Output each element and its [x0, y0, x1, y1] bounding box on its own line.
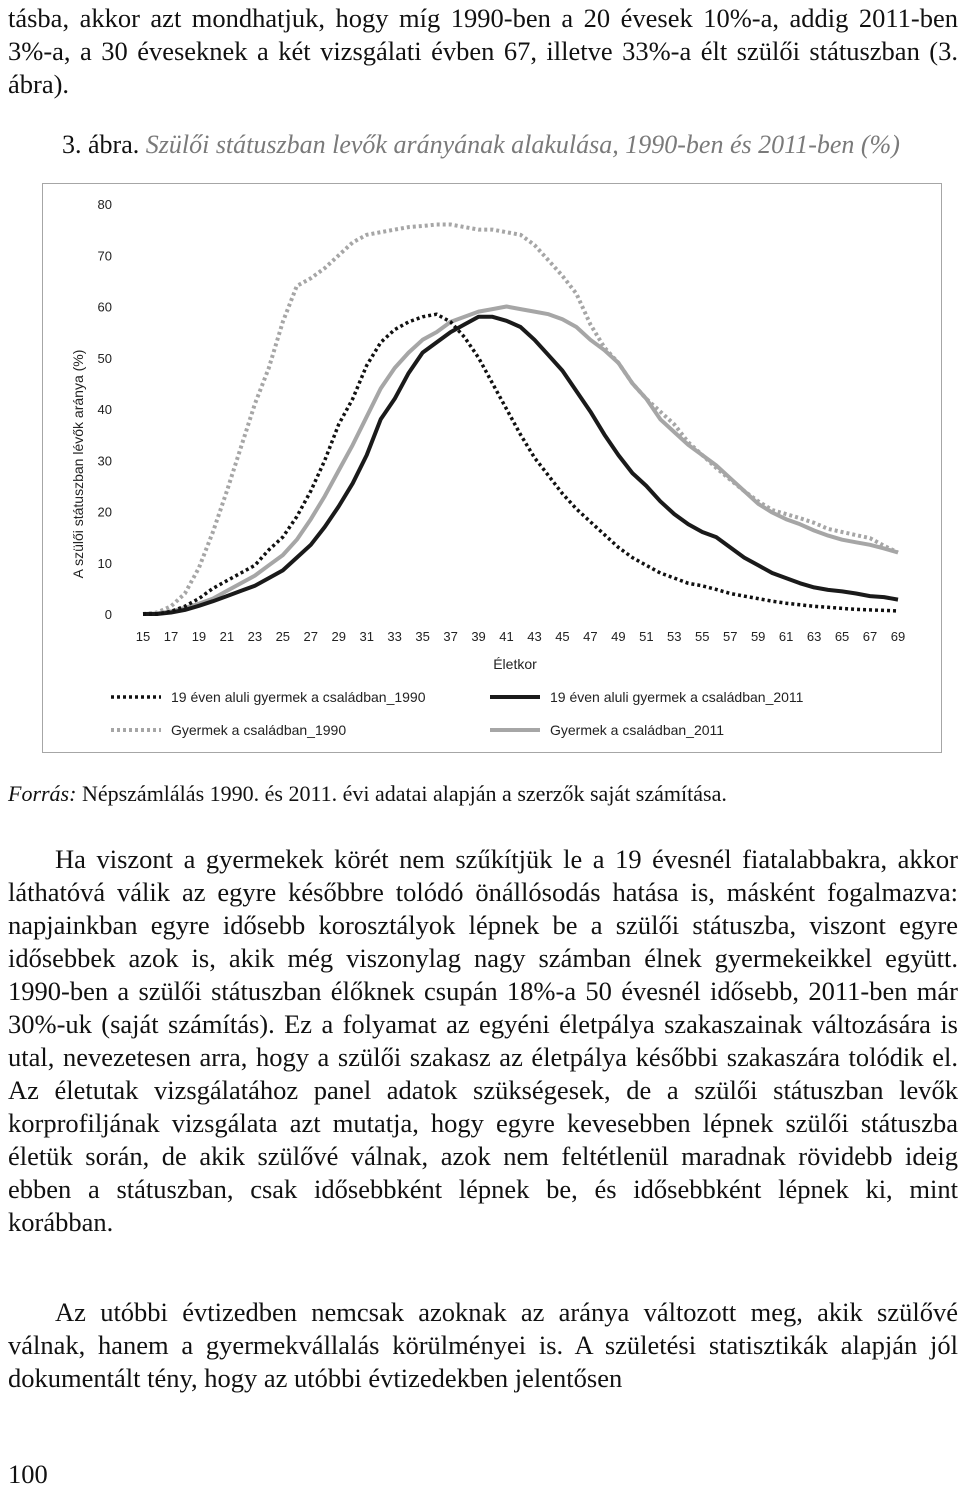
y-tick-label: 20	[97, 504, 112, 520]
x-tick-label: 33	[387, 629, 402, 644]
page-number: 100	[8, 1459, 48, 1489]
x-tick-label: 45	[555, 629, 570, 644]
x-tick-label: 59	[750, 629, 766, 644]
source-label: Forrás:	[8, 781, 77, 806]
intro-paragraph: tásba, akkor azt mondhatjuk, hogy míg 1990-ben a 20 évesek 10%-a, addig 2011-ben 3%-a, a 30 éveseknek a két vizsgálati évben 67, illetve 33%-a élt szülői státuszban (3. ábra).	[8, 3, 958, 99]
x-tick-label: 69	[890, 629, 906, 644]
y-tick-label: 50	[97, 350, 112, 366]
x-tick-label: 25	[275, 629, 291, 644]
x-tick-label: 23	[247, 629, 263, 644]
chart-legend	[111, 689, 804, 738]
y-tick-label: 80	[97, 197, 112, 212]
y-tick-label: 30	[97, 453, 112, 469]
legend-label: Gyermek a családban_1990	[171, 722, 347, 738]
body-paragraph-2: Az utóbbi évtizedben nemcsak azoknak az aránya változott meg, akik szülővé válnak, hanem a gyermekvállalás körülményei is. A születési statisztikák alapján jól dokumentált tény, hogy az utóbbi évtizedekben jelentősen	[8, 1297, 958, 1393]
x-tick-label: 57	[722, 629, 738, 644]
figure-label: 3. ábra.	[62, 130, 140, 159]
body-paragraph-1: Ha viszont a gyermekek körét nem szűkítjük le a 19 évesnél fiatalabbakra, akkor láthatóvá válik az egyre későbbre tolódó önállósodás hatása is, másként fogalmazva: napjainkban egyre idősebb korosztályok lépnek be a szülői státuszba, viszont egyre idősebbek azok is, akik még viszonylag nagy számban élnek gyermekeikkel együtt. 1990-ben a szülői státuszban élőknek csupán 18%-a 50 évesnél idősebb, 2011-ben már 30%-uk (saját számítás). Ez a folyamat az egyéni életpálya szakaszainak változására is utal, nevezetesen arra, hogy a szülői szakasz az életpálya későbbi szakaszára tolódik el. Az életutak vizsgálatához panel adatok szükségesek, de a szülői státuszban levők korprofiljának vizsgálata azt mutatja, hogy egyre kevesebben lépnek szülői státuszba életük során, de akik szülővé válnak, azok nem feltétlenül maradnak rövidebb ideig ebben a státuszban, csak idősebbként lépnek be, és idősebbként lépnek ki, mint korábban.	[8, 844, 958, 1237]
x-tick-label: 31	[359, 629, 374, 644]
x-tick-label: 51	[639, 629, 654, 644]
y-tick-label: 70	[97, 248, 112, 264]
x-tick-label: 61	[778, 629, 794, 644]
x-tick-label: 17	[163, 629, 179, 644]
line-chart	[43, 184, 941, 752]
x-tick-label: 55	[695, 629, 710, 644]
source-note	[8, 781, 727, 807]
x-tick-label: 47	[583, 629, 598, 644]
x-tick-label: 21	[219, 629, 235, 644]
chart-frame	[42, 183, 942, 753]
legend-label: Gyermek a családban_2011	[550, 722, 725, 738]
x-tick-label: 63	[806, 629, 822, 644]
x-tick-label: 67	[862, 629, 878, 644]
y-tick-label: 0	[104, 607, 112, 622]
x-tick-label: 35	[415, 629, 430, 644]
legend-label: 19 éven aluli gyermek a családban_1990	[171, 689, 426, 705]
series-line	[143, 225, 898, 615]
y-tick-label: 60	[97, 299, 112, 315]
x-tick-label: 53	[667, 629, 682, 644]
y-tick-label: 10	[97, 555, 112, 571]
x-tick-label: 19	[191, 629, 207, 644]
x-tick-label: 43	[527, 629, 542, 644]
x-axis-label: Életkor	[493, 656, 537, 672]
x-tick-label: 65	[834, 629, 850, 644]
series-line	[143, 314, 898, 614]
source-text: Népszámlálás 1990. és 2011. évi adatai alapján a szerzők saját számítása.	[81, 781, 727, 806]
x-tick-label: 37	[443, 629, 458, 644]
legend-label: 19 éven aluli gyermek a családban_2011	[550, 689, 804, 705]
x-tick-label: 39	[471, 629, 486, 644]
series-line	[143, 317, 898, 614]
series-line	[143, 307, 898, 615]
x-tick-label: 41	[499, 629, 514, 644]
x-tick-label: 15	[135, 629, 151, 644]
x-tick-label: 29	[331, 629, 346, 644]
x-tick-label: 27	[303, 629, 319, 644]
y-tick-label: 40	[97, 402, 112, 417]
y-axis-label: A szülői státuszban lévők aránya (%)	[70, 349, 86, 579]
figure-title: Szülői státuszban levők arányának alakulása, 1990-ben és 2011-ben (%)	[145, 130, 900, 159]
x-tick-label: 49	[611, 629, 626, 644]
figure-caption	[62, 130, 900, 160]
